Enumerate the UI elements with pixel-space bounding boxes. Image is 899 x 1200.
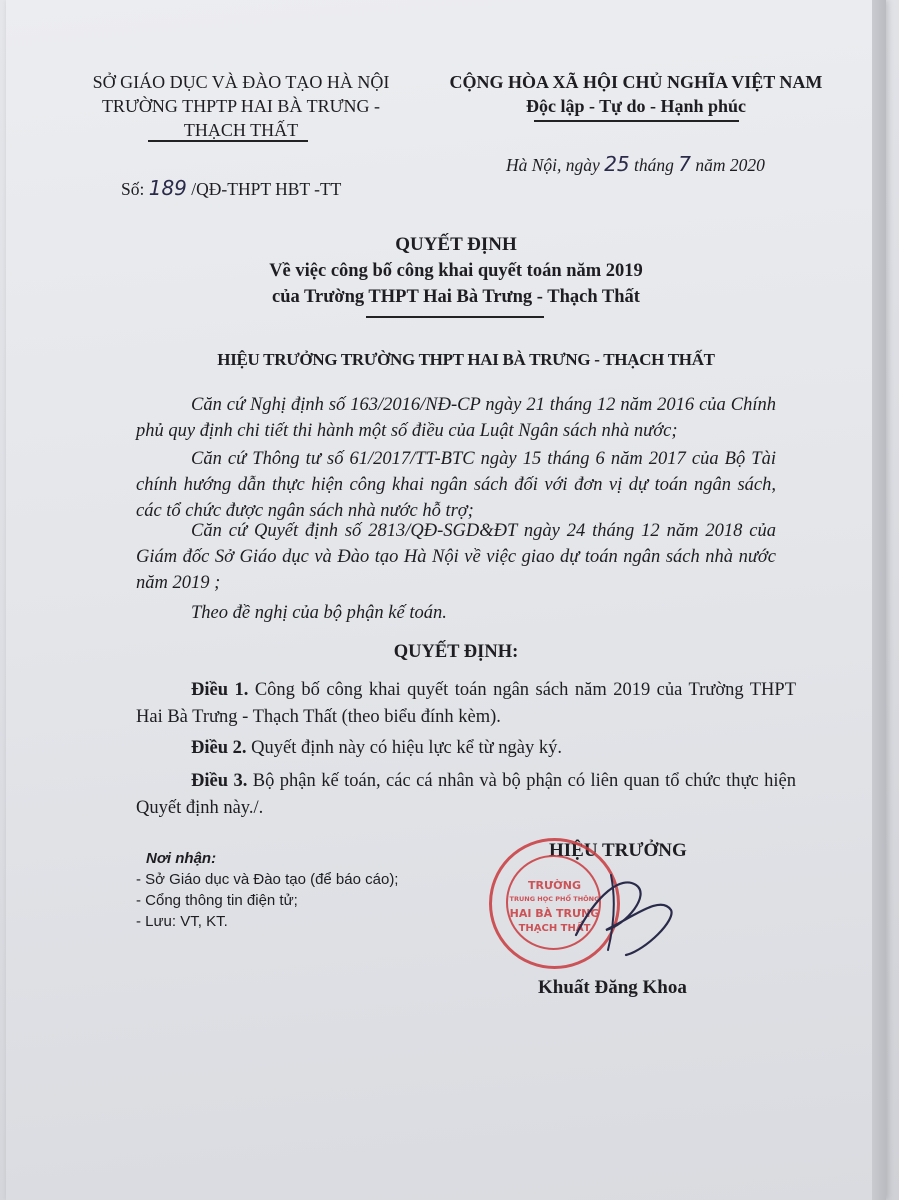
document-number [121, 176, 341, 200]
national-title: CỘNG HÒA XÃ HỘI CHỦ NGHĨA VIỆT NAM [449, 72, 823, 92]
article-3 [136, 768, 796, 822]
date-prefix: Hà Nội, ngày [506, 155, 600, 175]
signature-title: HIỆU TRƯỞNG [549, 840, 687, 861]
recipient-item: - Lưu: VT, KT. [136, 913, 228, 930]
article-1-label: Điều 1. [191, 680, 249, 700]
article-2 [136, 735, 796, 762]
doc-number-prefix: Số: [121, 179, 145, 199]
motto-underline [534, 120, 739, 122]
recipients-block [136, 848, 398, 932]
doc-number-value: 189 [148, 176, 187, 200]
date-month-label: tháng [634, 155, 674, 175]
date-line [506, 152, 765, 176]
signer-name: Khuất Đăng Khoa [538, 977, 687, 998]
issuer-line-3: THẠCH THẤT [183, 120, 299, 140]
decision-title-block [156, 232, 756, 310]
recipients-title: Nơi nhận: [146, 850, 217, 867]
date-day: 25 [604, 152, 630, 176]
recipient-item: - Cổng thông tin điện tử; [136, 892, 298, 909]
national-title-block [436, 70, 836, 118]
issuer-line-2: TRƯỜNG THPTP HAI BÀ TRƯNG - [101, 96, 381, 116]
national-motto: Độc lập - Tự do - Hạnh phúc [525, 96, 747, 116]
stamp-line-2: TRUNG HỌC PHỔ THÔNG [509, 895, 600, 903]
article-3-label: Điều 3. [191, 771, 248, 791]
preamble-2: Căn cứ Thông tư số 61/2017/TT-BTC ngày 15 tháng 6 năm 2017 của Bộ Tài chính hướng dẫn thực hiện công khai ngân sách đối với đơn vị dự toán ngân sách, các tổ chức được ngân sách nhà nước hỗ trợ; [136, 449, 776, 521]
handwritten-signature [566, 855, 686, 965]
issuer-line-1: SỞ GIÁO DỤC VÀ ĐÀO TẠO HÀ NỘI [92, 72, 390, 92]
issuer-block [81, 70, 401, 142]
decision-subject-1: Về việc công bố công khai quyết toán năm 2019 [269, 261, 643, 281]
page-edge [872, 0, 886, 1200]
article-1-text: Công bố công khai quyết toán ngân sách năm 2019 của Trường THPT Hai Bà Trưng - Thạch Thất (theo biểu đính kèm). [136, 680, 797, 727]
article-2-text: Quyết định này có hiệu lực kể từ ngày ký. [251, 738, 562, 758]
date-month: 7 [678, 152, 692, 176]
stamp-line-1: TRƯỜNG [527, 879, 581, 892]
decision-title: QUYẾT ĐỊNH [395, 234, 517, 255]
recipient-item: - Sở Giáo dục và Đào tạo (để báo cáo); [136, 871, 399, 888]
article-1 [136, 677, 796, 731]
title-underline [366, 316, 544, 318]
document-page [6, 0, 886, 1200]
preamble-4: Theo đề nghị của bộ phận kế toán. [191, 603, 447, 623]
date-year: năm 2020 [695, 155, 765, 175]
decision-heading: QUYẾT ĐỊNH: [393, 642, 519, 662]
preamble-1: Căn cứ Nghị định số 163/2016/NĐ-CP ngày 21 tháng 12 năm 2016 của Chính phủ quy định chi tiết thi hành một số điều của Luật Ngân sách nhà nước; [136, 395, 776, 441]
authority-heading: HIỆU TRƯỞNG TRƯỜNG THPT HAI BÀ TRƯNG - THẠCH THẤT [217, 350, 715, 369]
decision-subject-2: của Trường THPT Hai Bà Trưng - Thạch Thất [272, 287, 640, 307]
article-2-label: Điều 2. [191, 738, 247, 758]
stamp-line-4: THẠCH THẤT [518, 923, 591, 934]
article-3-text: Bộ phận kế toán, các cá nhân và bộ phận có liên quan tổ chức thực hiện Quyết định này./. [136, 771, 797, 818]
stamp-line-3: HAI BÀ TRƯNG [509, 907, 600, 920]
preamble-3: Căn cứ Quyết định số 2813/QĐ-SGD&ĐT ngày 24 tháng 12 năm 2018 của Giám đốc Sở Giáo dục và Đào tạo Hà Nội về việc giao dự toán ngân sách nhà nước năm 2019 ; [136, 521, 776, 593]
issuer-underline [148, 140, 308, 142]
doc-number-suffix: /QĐ-THPT HBT -TT [191, 179, 342, 199]
